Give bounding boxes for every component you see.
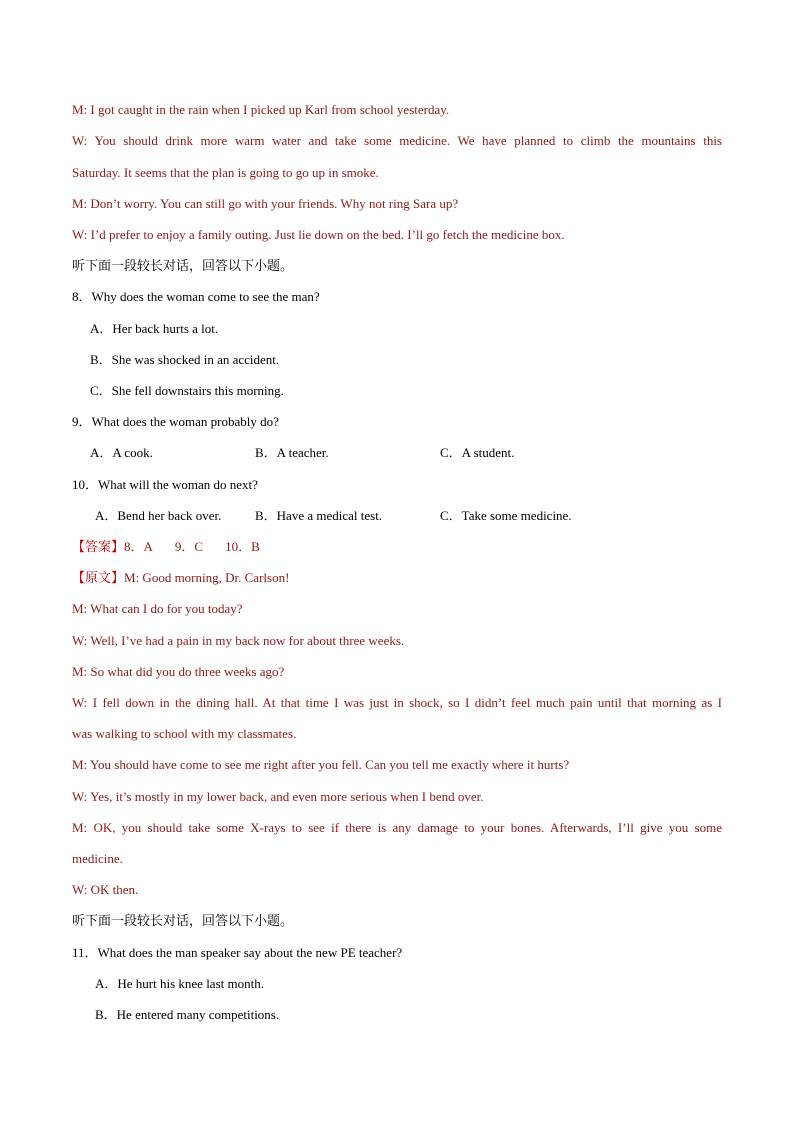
question-stem: 8．Why does the woman come to see the man?: [72, 289, 320, 304]
question-stem: 11．What does the man speaker say about the new PE teacher?: [72, 945, 403, 960]
transcript-line: W: I fell down in the dining hall. At that time I was just in shock, so I didn’t feel much pain until that morning as I: [72, 695, 722, 710]
answer-option: A．He hurt his knee last month.: [95, 976, 264, 991]
transcript-line: medicine.: [72, 851, 123, 866]
question-stem: 10．What will the woman do next?: [72, 477, 258, 492]
transcript-line: W: OK then.: [72, 882, 139, 897]
transcript-line: W: You should drink more warm water and take some medicine. We have planned to climb the mountains this: [72, 133, 722, 148]
transcript-line: M: Don’t worry. You can still go with your friends. Why not ring Sara up?: [72, 196, 459, 211]
answer-option: B．She was shocked in an accident.: [90, 352, 280, 367]
original-text-first: [72, 569, 722, 587]
transcript-line: M: What can I do for you today?: [72, 601, 243, 616]
transcript-line: M: So what did you do three weeks ago?: [72, 664, 285, 679]
original-tag: 【原文】: [72, 570, 125, 585]
answer-option: C．She fell downstairs this morning.: [90, 383, 284, 398]
answer-item: 8．A: [124, 539, 153, 554]
answer-option: B．He entered many competitions.: [95, 1007, 280, 1022]
section-instruction: 听下面一段较长对话，回答以下小题。: [72, 913, 294, 928]
answer-option: C．Take some medicine.: [440, 508, 572, 523]
transcript-line: was walking to school with my classmates.: [72, 726, 297, 741]
question-stem: 9．What does the woman probably do?: [72, 414, 279, 429]
transcript-line: W: Yes, it’s mostly in my lower back, and even more serious when I bend over.: [72, 789, 484, 804]
transcript-line: M: I got caught in the rain when I picked up Karl from school yesterday.: [72, 102, 450, 117]
answer-option: C．A student.: [440, 445, 515, 460]
answer-key: [72, 538, 722, 556]
transcript-line: Saturday. It seems that the plan is going to go up in smoke.: [72, 165, 379, 180]
answer-tag: 【答案】: [72, 539, 125, 554]
section-instruction: 听下面一段较长对话，回答以下小题。: [72, 258, 294, 273]
answer-option: A．A cook.: [90, 445, 153, 460]
answer-item: 9．C: [174, 539, 204, 554]
answer-option: B．A teacher.: [255, 445, 329, 460]
answer-item: 10．B: [225, 539, 260, 554]
transcript-line: W: I’d prefer to enjoy a family outing. Just lie down on the bed. I’ll go fetch the medicine box.: [72, 227, 565, 242]
transcript-line: M: You should have come to see me right after you fell. Can you tell me exactly where it hurts?: [72, 757, 570, 772]
transcript-line: M: Good morning, Dr. Carlson!: [124, 570, 290, 585]
answer-option: A．Bend her back over.: [95, 508, 222, 523]
answer-option: A．Her back hurts a lot.: [90, 321, 219, 336]
answer-option: B．Have a medical test.: [255, 508, 383, 523]
transcript-line: M: OK, you should take some X-rays to see if there is any damage to your bones. Afterwards, I’ll give you some: [72, 820, 722, 835]
transcript-line: W: Well, I’ve had a pain in my back now for about three weeks.: [72, 633, 405, 648]
